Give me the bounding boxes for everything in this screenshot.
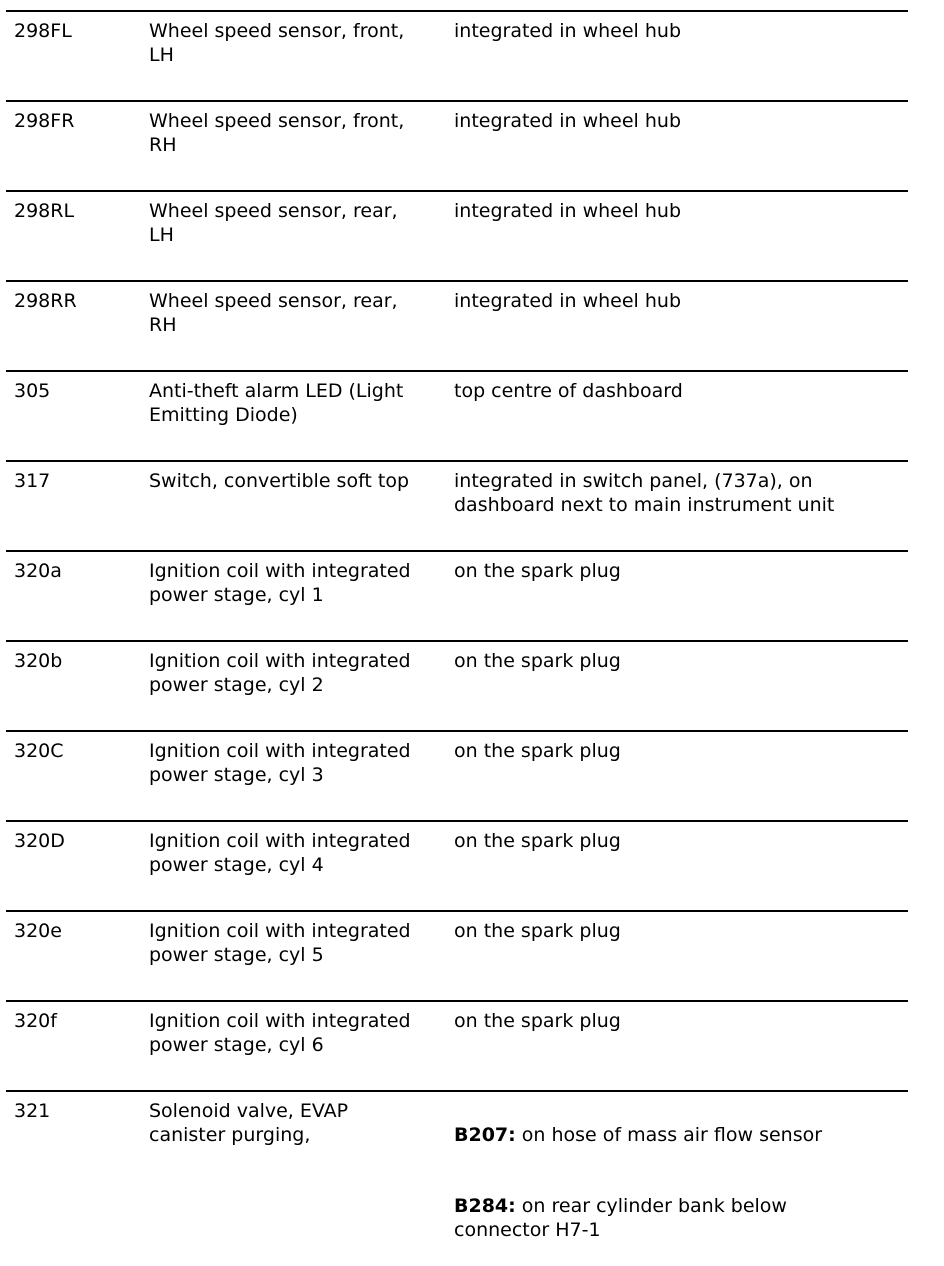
component-id: 298RL: [14, 200, 75, 222]
component-description: Wheel speed sensor, front, RH: [149, 110, 405, 156]
table-row: [6, 550, 908, 640]
component-description: Ignition coil with integrated power stage, cyl 1: [149, 560, 411, 606]
component-id: 321: [14, 1100, 51, 1122]
component-description: Wheel speed sensor, front, LH: [149, 20, 405, 66]
table-row: [6, 910, 908, 1000]
table-row: [6, 730, 908, 820]
table-row: [6, 280, 908, 370]
table-row: [6, 820, 908, 910]
component-description: Switch, convertible soft top: [149, 470, 410, 492]
component-description: Ignition coil with integrated power stage, cyl 2: [149, 650, 411, 696]
component-description: Wheel speed sensor, rear, RH: [149, 290, 398, 336]
component-location: on the spark plug: [454, 560, 621, 582]
component-description: Ignition coil with integrated power stage, cyl 3: [149, 740, 411, 786]
table-row: [6, 10, 908, 100]
component-description: Solenoid valve, EVAP canister purging,: [149, 1100, 349, 1146]
location-code: B207:: [454, 1124, 516, 1146]
component-location: on the spark plug: [454, 1010, 621, 1032]
component-location: integrated in switch panel, (737a), on dashboard next to main instrument unit: [454, 470, 835, 516]
component-description: Anti-theft alarm LED (Light Emitting Diode): [149, 380, 404, 426]
location-code: B284:: [454, 1195, 516, 1217]
component-id: 298FL: [14, 20, 72, 42]
component-description: Wheel speed sensor, rear, LH: [149, 200, 398, 246]
table-row: [6, 370, 908, 460]
component-id: 320b: [14, 650, 63, 672]
table-row: [6, 1000, 908, 1090]
component-id: 317: [14, 470, 51, 492]
component-id: 298FR: [14, 110, 75, 132]
location-text: on rear cylinder bank below connector H7-1: [454, 1195, 787, 1241]
component-description: Ignition coil with integrated power stage, cyl 6: [149, 1010, 411, 1056]
component-description: Ignition coil with integrated power stage, cyl 5: [149, 920, 411, 966]
location-entry: [454, 1194, 906, 1242]
component-description: Ignition coil with integrated power stage, cyl 4: [149, 830, 411, 876]
component-location: on the spark plug: [454, 920, 621, 942]
location-entry: [454, 1123, 906, 1147]
component-id: 298RR: [14, 290, 77, 312]
component-location: integrated in wheel hub: [454, 110, 681, 132]
component-id: 320a: [14, 560, 62, 582]
table-row: [6, 190, 908, 280]
component-id: 320D: [14, 830, 65, 852]
table-row: [6, 100, 908, 190]
component-location: top centre of dashboard: [454, 380, 683, 402]
component-location: on the spark plug: [454, 830, 621, 852]
table-row: [6, 640, 908, 730]
component-location: integrated in wheel hub: [454, 200, 681, 222]
component-location: on the spark plug: [454, 650, 621, 672]
location-text: on hose of mass air flow sensor: [515, 1124, 823, 1146]
component-id: 320C: [14, 740, 64, 762]
table-row: [6, 1090, 908, 1241]
component-location: on the spark plug: [454, 740, 621, 762]
component-location: integrated in wheel hub: [454, 290, 681, 312]
component-location: [454, 1099, 906, 1266]
component-id: 320f: [14, 1010, 57, 1032]
component-id: 320e: [14, 920, 62, 942]
table-row: [6, 460, 908, 550]
component-location: integrated in wheel hub: [454, 20, 681, 42]
component-id: 305: [14, 380, 51, 402]
component-table: [6, 10, 908, 1241]
